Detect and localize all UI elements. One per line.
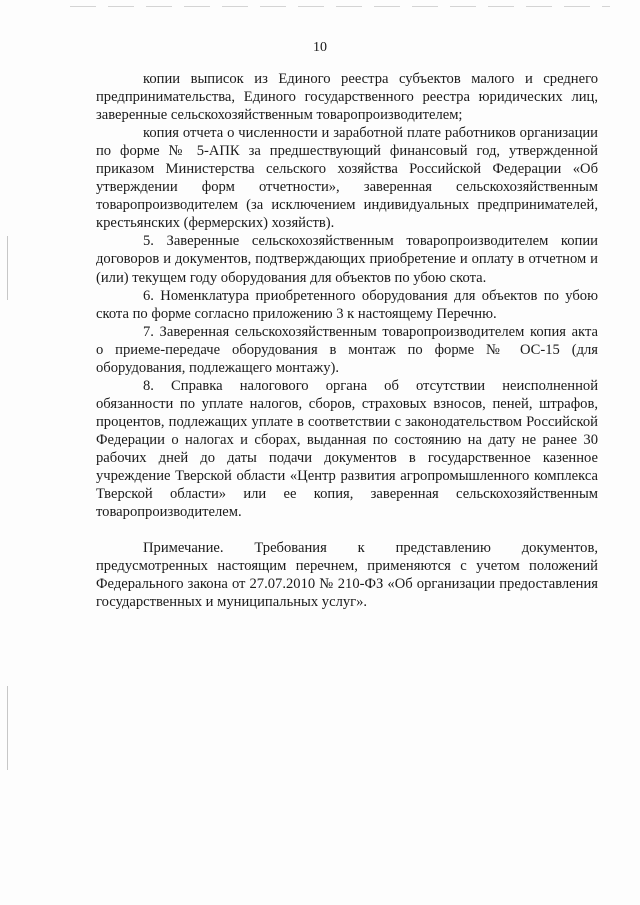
paragraph-item-8: 8. Справка налогового органа об отсутствии неисполненной обязанности по уплате налогов, сборов, страховых взносов, пеней, штрафов, процентов, подлежащих уплате в соответствии с законодательством Российской Федерации о налогах и сборах, выданная по состоянию на дату не ранее 30 рабочих дней до даты подачи документов в государственное казенное учреждение Тверской области «Центр развития агропромышленного комплекса Тверской области» или ее копия, заверенная сельскохозяйственным товаропроизводителем. — [96, 377, 598, 521]
paragraph-salary-report: копия отчета о численности и заработной плате работников организации по форме № 5-АПК за предшествующий финансовый год, утвержденной приказом Министерства сельского хозяйства Российской Федерации «Об утверждении форм отчетности», заверенная сельскохозяйственным товаропроизводителем (за исключением индивидуальных предпринимателей, крестьянских (фермерских) хозяйств). — [96, 125, 598, 232]
paragraph-item-6: 6. Номенклатура приобретенного оборудования для объектов по убою скота по форме согласно приложению 3 к настоящему Перечню. — [96, 287, 598, 322]
paragraph-item-5: 5. Заверенные сельскохозяйственным товаропроизводителем копии договоров и документов, подтверждающих приобретение и оплату в отчетном и (или) текущем году оборудования для объектов по убою скота. — [96, 233, 598, 286]
paragraph-item-7: 7. Заверенная сельскохозяйственным товаропроизводителем копия акта о приеме-передаче оборудования в монтаж по форме № ОС-15 (для оборудования, подлежащего монтажу). — [96, 323, 598, 376]
scan-artifact-left-mark — [7, 236, 8, 300]
page-number: 10 — [313, 40, 327, 55]
scan-artifact-top-line — [70, 6, 610, 7]
document-body — [96, 70, 598, 611]
paragraph-note: Примечание. Требования к представлению документов, предусмотренных настоящим перечнем, применяются с учетом положений Федерального закона от 27.07.2010 № 210-ФЗ «Об организации предоставления государственных и муниципальных услуг». — [96, 540, 598, 611]
scan-artifact-left-mark — [7, 686, 8, 770]
paragraph-registry-extracts: копии выписок из Единого реестра субъектов малого и среднего предпринимательства, Единого государственного реестра юридических лиц, заверенные сельскохозяйственным товаропроизводителем; — [96, 71, 598, 124]
